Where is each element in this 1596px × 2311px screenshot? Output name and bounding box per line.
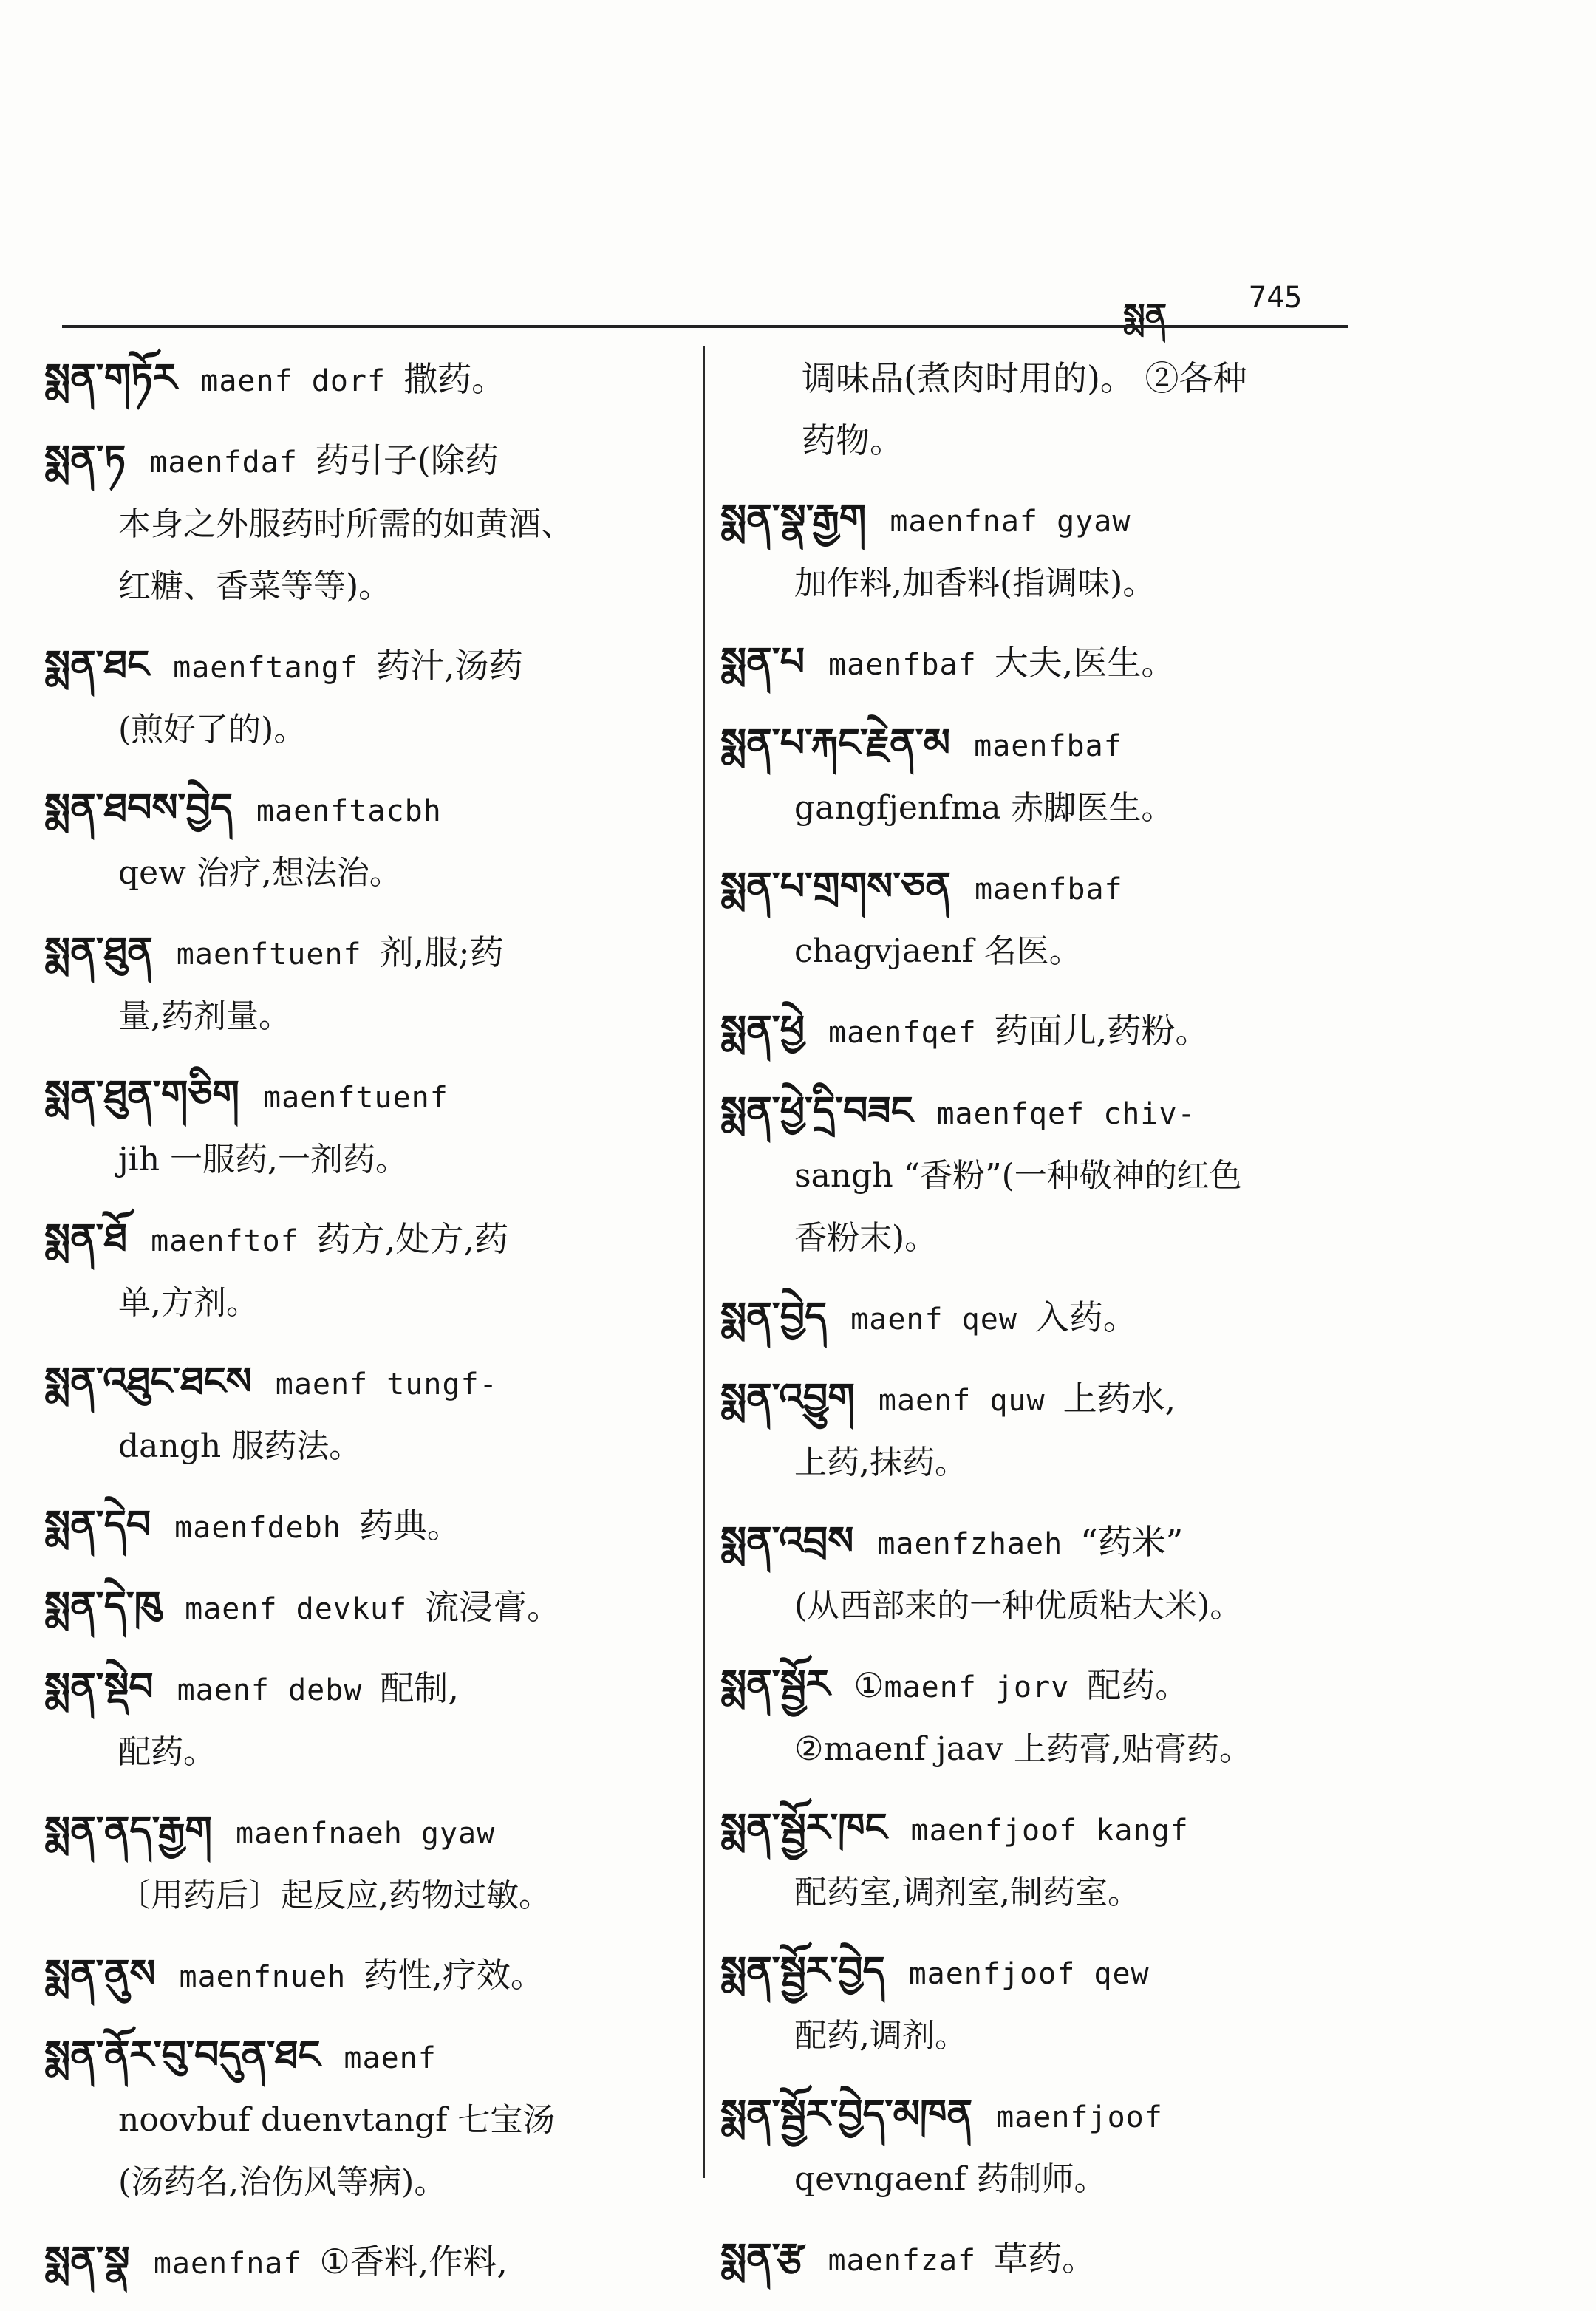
chinese-gloss: 药引子(除药 <box>315 440 499 480</box>
romanization: maenf qew <box>850 1303 1017 1337</box>
dictionary-entry <box>720 999 1363 1064</box>
chinese-gloss: 药汁,汤药 <box>375 646 523 686</box>
dictionary-entry <box>44 1351 680 1478</box>
entry-headline <box>720 1510 1363 1575</box>
dictionary-entry <box>720 2083 1363 2211</box>
dictionary-entry <box>720 1940 1363 2067</box>
dictionary-entry <box>44 921 680 1048</box>
romanization: maenfbaf <box>974 873 1123 907</box>
dictionary-entry <box>720 1510 1363 1637</box>
chinese-gloss: ①香料,作料, <box>319 2242 508 2281</box>
romanization: maenftacbh <box>256 794 442 828</box>
dictionary-entry <box>44 429 680 618</box>
tibetan-headword: སྨན་ཕྱེ <box>720 1008 805 1052</box>
romanization: maenfzhaeh <box>877 1527 1063 1561</box>
tibetan-headword: སྨན་ནད་རྒྱག <box>44 1809 213 1853</box>
entry-headline <box>44 1575 680 1640</box>
tibetan-headword: སྨན་རྩ <box>720 2236 805 2280</box>
tibetan-headword: སྨན་ནོར་བུ་བདུན་ཐང <box>44 2033 321 2078</box>
tibetan-headword: སྨན་ཐབས་བྱེད <box>44 786 233 830</box>
chinese-gloss: 药方,处方,药 <box>316 1219 509 1259</box>
dictionary-entry <box>44 1800 680 1927</box>
entry-continuation: 〔用药后〕起反应,药物过敏。 <box>118 1877 551 1914</box>
romanization: maenfjoof kangf <box>910 1814 1189 1848</box>
running-head: སྨན <box>1123 297 1167 335</box>
dictionary-entry <box>44 2230 680 2295</box>
entry-headline <box>720 1940 1363 2005</box>
entry-headline <box>44 1207 680 1272</box>
tibetan-headword: སྨན་ཕྱེ་དྲི་བཟང <box>720 1089 913 1133</box>
tibetan-headword: སྨན་པ་རྐང་རྗེན་མ <box>720 721 951 765</box>
tibetan-headword: སྨན་བྱེད <box>720 1294 828 1339</box>
page-header <box>1123 279 1360 335</box>
dictionary-entry <box>720 1367 1363 1494</box>
chinese-gloss: ① <box>853 1665 884 1705</box>
dictionary-entry <box>720 631 1363 696</box>
chinese-gloss: 入药。 <box>1034 1297 1137 1337</box>
dictionary-entry <box>720 1080 1363 1269</box>
entry-continuation: (汤药名,治伤风等病)。 <box>118 2163 447 2201</box>
entry-continuation: 单,方剂。 <box>118 1284 259 1322</box>
dictionary-entry <box>44 1207 680 1334</box>
dictionary-entry <box>720 1797 1363 1924</box>
entry-continuation: ②maenf jaav 上药膏,贴膏药。 <box>794 1730 1252 1768</box>
romanization: maenfbaf <box>828 648 977 682</box>
entry-continuation: 配药室,调剂室,制药室。 <box>794 1874 1140 1911</box>
tibetan-headword: སྨན་འཐུང་ཐངས <box>44 1359 252 1404</box>
entry-continuation: chagvjaenf 名医。 <box>794 932 1082 970</box>
entry-headline <box>44 1064 680 1129</box>
romanization: maenftangf <box>173 651 358 685</box>
right-column <box>720 347 1363 2308</box>
tibetan-headword: སྨན་འབྲས <box>720 1519 854 1563</box>
tibetan-headword: སྨན་ཏ <box>44 437 126 482</box>
tibetan-headword: སྨན་སྣ <box>44 2239 130 2283</box>
entry-continuation: 调味品(煮肉时用的)。 ②各种 <box>802 358 1247 398</box>
entry-headline <box>720 631 1363 696</box>
chinese-gloss: 草药。 <box>994 2239 1097 2278</box>
romanization: maenfnaeh gyaw <box>236 1817 496 1851</box>
header-rule <box>62 325 1348 328</box>
dictionary-entry <box>720 856 1363 983</box>
entry-continuation: dangh 服药法。 <box>118 1427 362 1465</box>
entry-headline <box>44 347 680 412</box>
entry-headline <box>44 634 680 699</box>
entry-headline <box>44 1943 680 2008</box>
entry-headline <box>44 1800 680 1865</box>
entry-headline <box>44 2230 680 2295</box>
chinese-gloss: 撒药。 <box>403 359 506 399</box>
romanization: maenftuenf <box>176 938 362 972</box>
chinese-gloss: 流浸膏。 <box>425 1587 562 1627</box>
dictionary-entry <box>720 2227 1363 2292</box>
dictionary-entry <box>720 347 1363 471</box>
romanization: maenfjoof <box>996 2100 1163 2134</box>
entry-continuation: 加作料,加香料(指调味)。 <box>794 564 1156 602</box>
chinese-gloss: 大夫,医生。 <box>994 643 1176 683</box>
tibetan-headword: སྨན་ཐུན <box>44 929 153 974</box>
dictionary-entry <box>720 1286 1363 1351</box>
entry-continuation: (从西部来的一种优质粘大米)。 <box>794 1587 1243 1625</box>
tibetan-headword: སྨན་ནུས <box>44 1952 156 1996</box>
tibetan-headword: སྨན་སྦྱོར <box>720 1662 831 1707</box>
entry-continuation: 配药,调剂。 <box>794 2017 967 2055</box>
tibetan-headword: སྨན་པ <box>720 640 805 684</box>
dictionary-entry <box>720 1653 1363 1781</box>
entry-headline <box>44 777 680 842</box>
tibetan-headword: སྨན་སྦྱོར་ཁང <box>720 1806 887 1850</box>
tibetan-headword: སྨན་དེབ <box>44 1503 151 1547</box>
entry-continuation: 红糖、香菜等等)。 <box>118 567 392 605</box>
chinese-gloss: 上药水, <box>1063 1379 1176 1419</box>
romanization: maenfzaf <box>828 2244 977 2278</box>
romanization: maenfdaf <box>149 446 298 479</box>
tibetan-headword: སྨན་སྦྱོར་བྱེད་མཁན <box>720 2092 973 2137</box>
romanization: maenf debw <box>177 1673 363 1707</box>
romanization: maenfdebh <box>174 1511 341 1545</box>
dictionary-entry <box>44 1494 680 1559</box>
chinese-gloss: “药米” <box>1080 1522 1184 1562</box>
dictionary-entry <box>720 488 1363 615</box>
romanization: maenftuenf <box>263 1081 449 1115</box>
entry-continuation: sangh “香粉”(一种敬神的红色 <box>794 1157 1242 1195</box>
entry-headline <box>44 1656 680 1721</box>
dictionary-entry <box>44 2024 680 2213</box>
tibetan-headword: སྨན་སྡེབ <box>44 1665 154 1710</box>
entry-headline <box>720 1653 1363 1718</box>
entry-continuation: qew 治疗,想法治。 <box>118 854 402 892</box>
left-column <box>44 347 680 2311</box>
romanization: maenf quw <box>878 1384 1046 1418</box>
entry-headline <box>44 1494 680 1559</box>
romanization: maenfqef <box>828 1016 977 1050</box>
tibetan-headword: སྨན་ཐང <box>44 643 150 687</box>
dictionary-entry <box>44 1064 680 1191</box>
romanization: maenf dorf <box>200 364 386 398</box>
chinese-gloss: 药性,疗效。 <box>364 1955 545 1995</box>
dictionary-entry <box>44 347 680 412</box>
entry-continuation: 本身之外服药时所需的如黄酒、 <box>118 505 573 543</box>
chinese-gloss: 配制, <box>380 1668 460 1708</box>
entry-headline <box>44 2024 680 2089</box>
entry-continuation: gangfjenfma 赤脚医生。 <box>794 789 1174 827</box>
entry-headline <box>44 429 680 494</box>
entry-headline <box>44 921 680 986</box>
tibetan-headword: སྨན་གཏོར <box>44 356 177 400</box>
romanization: maenfbaf <box>974 729 1122 763</box>
romanization: maenftof <box>151 1224 299 1258</box>
entry-headline <box>44 1351 680 1416</box>
column-divider <box>703 346 705 2178</box>
entry-headline <box>720 999 1363 1064</box>
chinese-gloss: 剂,服;药 <box>379 932 504 972</box>
entry-headline <box>720 1797 1363 1862</box>
chinese-gloss: 配药。 <box>1087 1665 1190 1705</box>
romanization: maenf jorv <box>884 1670 1070 1704</box>
romanization: maenf devkuf <box>185 1592 408 1626</box>
entry-headline <box>720 488 1363 553</box>
entry-continuation: jih 一服药,一剂药。 <box>118 1141 409 1178</box>
romanization: maenfnaf gyaw <box>890 505 1131 539</box>
romanization: maenfjoof qew <box>908 1957 1150 1991</box>
tibetan-headword: སྨན་སྦྱོར་བྱེད <box>720 1949 885 1993</box>
entry-headline <box>720 1367 1363 1432</box>
entry-continuation: 香粉末)。 <box>794 1219 938 1257</box>
romanization: maenfqef chiv- <box>936 1097 1196 1131</box>
dictionary-entry <box>44 1656 680 1783</box>
tibetan-headword: སྨན་ཐོ <box>44 1216 128 1260</box>
entry-continuation: 上药,抹药。 <box>794 1444 967 1481</box>
entry-headline <box>720 712 1363 777</box>
entry-continuation: (煎好了的)。 <box>118 711 307 748</box>
entry-headline <box>720 2083 1363 2148</box>
romanization: maenfnaf <box>153 2247 302 2281</box>
entry-continuation: noovbuf duenvtangf 七宝汤 <box>118 2101 556 2139</box>
entry-headline <box>720 856 1363 921</box>
page-number: 745 <box>1249 281 1303 315</box>
entry-headline <box>720 1080 1363 1145</box>
romanization: maenf <box>344 2041 437 2075</box>
tibetan-headword: སྨན་པ་གྲགས་ཅན <box>720 864 951 909</box>
dictionary-entry <box>44 1943 680 2008</box>
entry-continuation: qevngaenf 药制师。 <box>794 2160 1107 2198</box>
dictionary-entry <box>720 712 1363 839</box>
entry-headline <box>720 1286 1363 1351</box>
tibetan-headword: སྨན་ཐུན་གཅིག <box>44 1073 240 1117</box>
tibetan-headword: སྨན་དེ་ཁུ <box>44 1584 162 1628</box>
romanization: maenf tungf- <box>275 1368 498 1402</box>
chinese-gloss: 药典。 <box>358 1506 461 1546</box>
chinese-gloss: 药面儿,药粉。 <box>994 1011 1210 1051</box>
romanization: maenfnueh <box>179 1960 347 1994</box>
entry-headline <box>720 2227 1363 2292</box>
dictionary-entry <box>44 1575 680 1640</box>
entry-continuation: 配药。 <box>118 1733 216 1771</box>
dictionary-entry <box>44 634 680 761</box>
entry-continuation: 药物。 <box>802 420 904 460</box>
tibetan-headword: སྨན་སྣ་རྒྱག <box>720 496 867 541</box>
entry-continuation: 量,药剂量。 <box>118 997 291 1035</box>
tibetan-headword: སྨན་འབྱུག <box>720 1376 855 1420</box>
dictionary-entry <box>44 777 680 904</box>
